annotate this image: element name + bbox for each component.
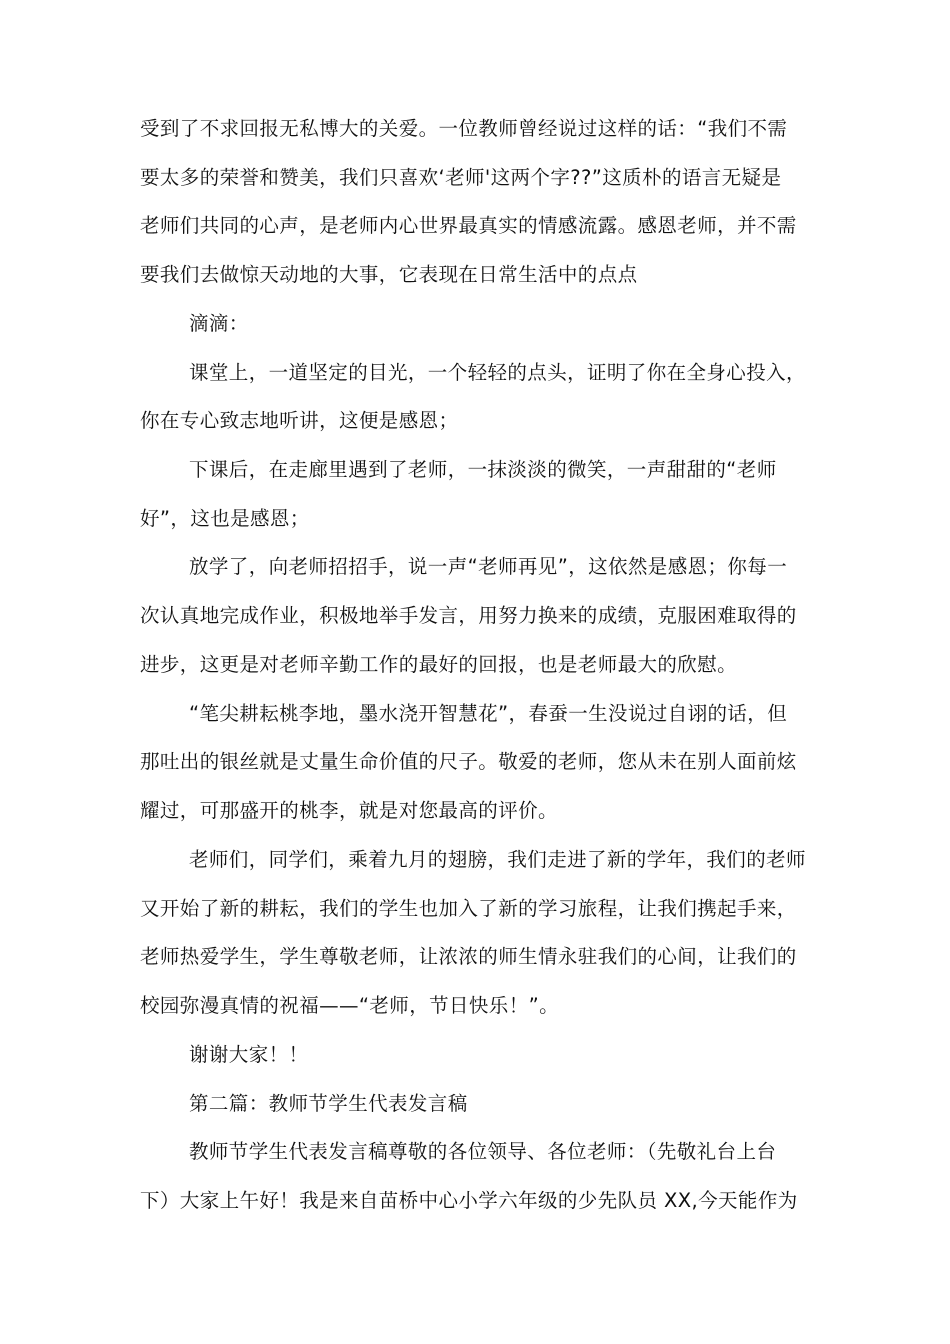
text-line: 要我们去做惊天动地的大事，它表现在日常生活中的点点 [140, 263, 638, 286]
text-line: 下课后，在走廊里遇到了老师，一抹淡淡的微笑，一声甜甜的“老师 [189, 458, 777, 481]
section-heading: 第二篇：教师节学生代表发言稿 [189, 1092, 468, 1115]
text-line: 受到了不求回报无私博大的关爱。一位教师曾经说过这样的话：“我们不需 [140, 117, 788, 140]
text-line: 要太多的荣誉和赞美，我们只喜欢‘老师'这两个字??”这质朴的语言无疑是 [140, 166, 782, 189]
text-line: 教师节学生代表发言稿尊敬的各位领导、各位老师：（先敬礼台上台 [189, 1140, 777, 1163]
text-line: 老师们共同的心声，是老师内心世界最真实的情感流露。感恩老师，并不需 [140, 214, 797, 237]
text-line: 课堂上，一道坚定的目光，一个轻轻的点头，证明了你在全身心投入， [189, 361, 806, 384]
text-line: 进步，这更是对老师辛勤工作的最好的回报，也是老师最大的欣慰。 [140, 653, 738, 676]
text-line: 放学了，向老师招招手，说一声“老师再见”，这依然是感恩；你每一 [189, 555, 788, 578]
text-line: 校园弥漫真情的祝福——“老师，节日快乐！”。 [140, 994, 560, 1017]
text-line: 你在专心致志地听讲，这便是感恩； [140, 409, 459, 432]
text-line: 谢谢大家！！ [189, 1043, 309, 1066]
text-line: 耀过，可那盛开的桃李，就是对您最高的评价。 [140, 799, 558, 822]
text-line: 下）大家上午好！我是来自苗桥中心小学六年级的少先队员 XX,今天能作为 [140, 1189, 798, 1212]
text-line: 好”，这也是感恩； [140, 507, 310, 530]
text-line: 老师们，同学们，乘着九月的翅膀，我们走进了新的学年，我们的老师 [189, 848, 806, 871]
text-line: 滴滴： [189, 312, 249, 335]
text-line: 又开始了新的耕耘，我们的学生也加入了新的学习旅程，让我们携起手来， [140, 897, 797, 920]
text-line: 那吐出的银丝就是丈量生命价值的尺子。敬爱的老师，您从未在别人面前炫 [140, 750, 797, 773]
text-line: 次认真地完成作业，积极地举手发言，用努力换来的成绩，克服困难取得的 [140, 604, 797, 627]
text-line: 老师热爱学生，学生尊敬老师，让浓浓的师生情永驻我们的心间，让我们的 [140, 945, 797, 968]
text-line: “笔尖耕耘桃李地，墨水浇开智慧花”，春蚕一生没说过自诩的话，但 [189, 702, 788, 725]
